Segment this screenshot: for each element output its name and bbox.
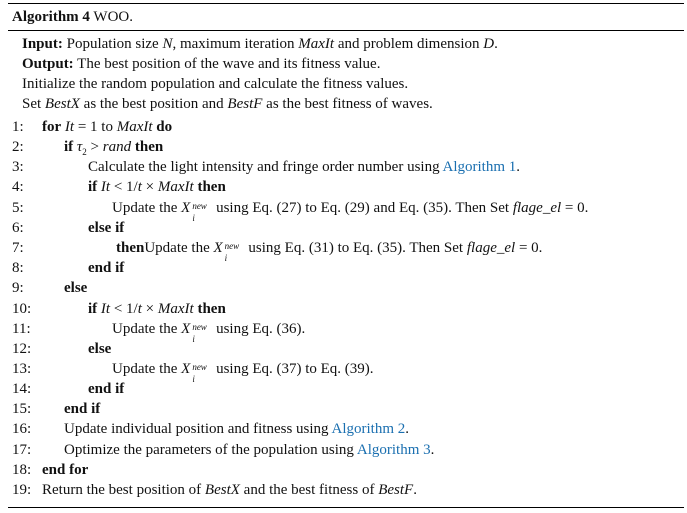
- line-number: 2:: [12, 139, 24, 155]
- line-number: 1:: [12, 119, 24, 135]
- line-number: 7:: [12, 240, 24, 256]
- line-number: 9:: [12, 280, 24, 296]
- input-label: Input:: [22, 36, 63, 52]
- bottom-rule: [8, 507, 684, 508]
- caption-label: Algorithm 4: [12, 9, 90, 25]
- algorithm-3-link[interactable]: Algorithm 3: [356, 442, 431, 458]
- algorithm-1-link[interactable]: Algorithm 1: [442, 159, 517, 175]
- output-label: Output:: [22, 56, 74, 72]
- line-number: 18:: [12, 462, 32, 478]
- line-number: 15:: [12, 401, 32, 417]
- line-number: 6:: [12, 220, 24, 236]
- line-number: 10:: [12, 301, 32, 317]
- top-rule: [8, 3, 684, 4]
- line-number: 17:: [12, 442, 32, 458]
- line-number: 5:: [12, 200, 24, 216]
- line-number: 4:: [12, 179, 24, 195]
- line-number: 3:: [12, 159, 24, 175]
- line-number: 8:: [12, 260, 24, 276]
- caption-rule: [8, 30, 684, 31]
- line-number: 16:: [12, 421, 32, 437]
- caption-name: WOO.: [93, 9, 133, 25]
- algorithm-2-link[interactable]: Algorithm 2: [331, 421, 406, 437]
- line-number: 14:: [12, 381, 32, 397]
- line-number: 12:: [12, 341, 32, 357]
- line-number: 13:: [12, 361, 32, 377]
- line-number: 11:: [12, 321, 31, 337]
- line-number: 19:: [12, 482, 32, 498]
- algorithm-caption: [12, 7, 133, 27]
